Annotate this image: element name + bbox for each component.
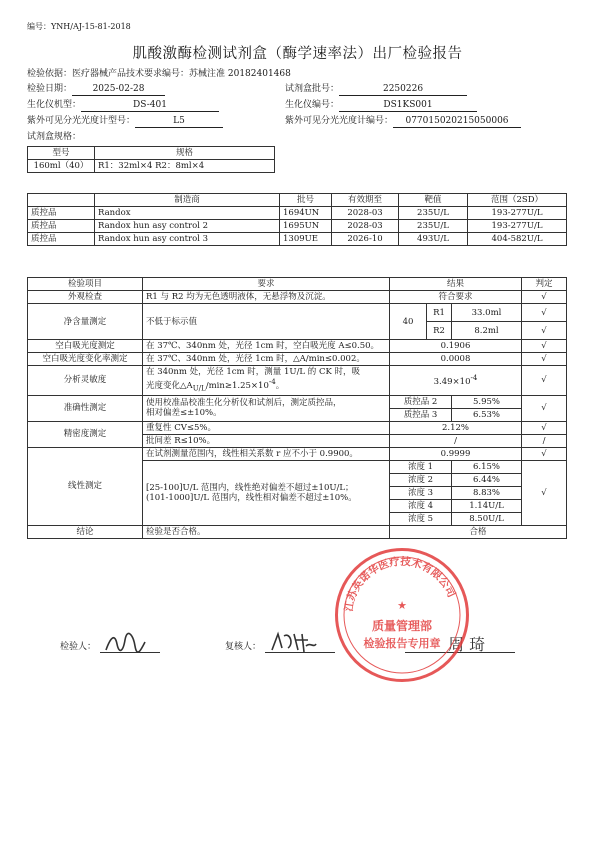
req-sensitivity-line1: 在 340nm 处，光径 1cm 时，测量 1U/L 的 CK 时，吸 (146, 367, 361, 377)
spec-model: 160ml（40） (28, 160, 95, 173)
judge-precision-batch: / (522, 434, 567, 447)
judge-sensitivity: √ (522, 366, 567, 396)
qc-cell: 质控品 (28, 207, 95, 220)
req-linearity-dev (143, 460, 390, 525)
volume-count: 40 (390, 304, 427, 340)
linearity-level-label: 浓度 3 (390, 486, 452, 499)
qc-cell: 2028-03 (332, 207, 399, 220)
req-precision-batch: 批间差 R≤10%。 (143, 434, 390, 447)
qc-cell: Randox hun asy control 2 (95, 220, 280, 233)
item-volume: 净含量测定 (28, 304, 143, 340)
req-linearity-r: 在试剂测量范围内，线性相关系数 r 应不小于 0.9900。 (143, 447, 390, 460)
accuracy-q1-value: 5.95% (452, 395, 522, 408)
req-sensitivity-tail: /min≥1.25×10 (205, 380, 269, 391)
volume-r1-label: R1 (427, 304, 452, 322)
inspection-table (27, 277, 567, 539)
spec-label: 试剂盒规格： (27, 132, 82, 142)
req-precision-repeat: 重复性 CV≤5%。 (143, 421, 390, 434)
req-sensitivity-sub: U/L (192, 383, 206, 393)
req-sensitivity-end: 。 (275, 380, 285, 391)
result-blank-abs: 0.1906 (390, 340, 522, 353)
qc-cell: 1694UN (280, 207, 332, 220)
basis-label: 检验依据： (27, 69, 73, 79)
qc-cell: 235U/L (399, 207, 468, 220)
uv-no-label: 紫外可见分光光度计编号： (285, 116, 394, 126)
inspector-signature (103, 630, 147, 661)
judge-blank-abs: √ (522, 340, 567, 353)
reviewer-label: 复核人： (225, 642, 262, 652)
item-conclusion: 结论 (28, 525, 143, 538)
req-blank-rate: 在 37℃、340nm 处，光径 1cm 时，△A/min≤0.002。 (143, 353, 390, 366)
analyzer-number-row (285, 100, 477, 112)
item-linearity: 线性测定 (28, 447, 143, 525)
linearity-level-value: 8.83% (452, 486, 522, 499)
header-judgement: 判定 (522, 278, 567, 291)
item-precision: 精密度测定 (28, 421, 143, 447)
table-row (28, 220, 567, 233)
linearity-level-value: 1.14U/L (452, 499, 522, 512)
volume-r2-value: 8.2ml (452, 322, 522, 340)
item-blank-abs: 空白吸光度测定 (28, 340, 143, 353)
stamp-ring (338, 551, 466, 679)
inspection-basis (27, 69, 291, 80)
result-linearity-r: 0.9999 (390, 447, 522, 460)
qc-cell: 193-277U/L (468, 220, 567, 233)
result-sensitivity-base: 3.49×10 (433, 377, 471, 388)
qc-cell: 1309UE (280, 233, 332, 246)
table-row (28, 340, 567, 353)
req-appearance: R1 与 R2 均为无色透明液体，无悬浮物及沉淀。 (143, 291, 390, 304)
linearity-level-label: 浓度 4 (390, 499, 452, 512)
analyzer-no-label: 生化仪编号： (285, 100, 340, 110)
lot-number: 2250226 (339, 84, 467, 96)
accuracy-q2-label: 质控品 3 (390, 408, 452, 421)
req-linearity-line1: [25-100]U/L 范围内，线性绝对偏差不超过±10U/L； (146, 482, 354, 493)
quality-dept-stamp (335, 548, 469, 682)
uv-number: 077015020215050006 (393, 116, 521, 128)
table-row (28, 366, 567, 396)
table-row (28, 421, 567, 434)
qc-cell: 404-582U/L (468, 233, 567, 246)
stamp-ring-text: 江苏英诺华医疗技术有限公司 (342, 555, 458, 613)
qc-cell: Randox (95, 207, 280, 220)
judge-blank-rate: √ (522, 353, 567, 366)
item-appearance: 外观检查 (28, 291, 143, 304)
spec-value: R1：32ml×4 R2：8ml×4 (95, 160, 275, 173)
linearity-level-label: 浓度 1 (390, 460, 452, 473)
table-row (28, 207, 567, 220)
stamp-line1: 质量管理部 (371, 619, 432, 633)
qc-table (27, 193, 567, 246)
item-sensitivity: 分析灵敏度 (28, 366, 143, 396)
header-result: 结果 (390, 278, 522, 291)
result-blank-rate: 0.0008 (390, 353, 522, 366)
qc-header-lot: 批号 (280, 194, 332, 207)
req-sensitivity-sup: -4 (268, 377, 276, 386)
spec-header-spec: 规格 (95, 147, 275, 160)
table-row (28, 353, 567, 366)
judge-accuracy: √ (522, 395, 567, 421)
qc-cell: 2026-10 (332, 233, 399, 246)
table-row (28, 291, 567, 304)
judge-appearance: √ (522, 291, 567, 304)
linearity-level-value: 6.15% (452, 460, 522, 473)
linearity-level-label: 浓度 2 (390, 473, 452, 486)
result-sensitivity (390, 366, 522, 396)
page-title: 肌酸激酶检测试剂盒（酶学速率法）出厂检验报告 (132, 46, 463, 62)
qc-cell: 1695UN (280, 220, 332, 233)
date-label: 检验日期： (27, 84, 73, 94)
table-row (28, 304, 567, 322)
qc-cell: 2028-03 (332, 220, 399, 233)
result-precision-repeat: 2.12% (390, 421, 522, 434)
qc-cell: 质控品 (28, 233, 95, 246)
qc-cell: 质控品 (28, 220, 95, 233)
item-accuracy: 准确性测定 (28, 395, 143, 421)
table-row (28, 525, 567, 538)
req-volume: 不低于标示值 (143, 304, 390, 340)
reviewer-signature (268, 628, 318, 661)
table-row (28, 447, 567, 460)
lot-row (285, 84, 467, 96)
spec-table (27, 146, 275, 173)
stamp-line2: 检验报告专用章 (363, 637, 441, 650)
judge-precision-repeat: √ (522, 421, 567, 434)
result-precision-batch: / (390, 434, 522, 447)
inspection-date-row (27, 84, 165, 96)
qc-header-target: 靶值 (399, 194, 468, 207)
uv-model: L5 (135, 116, 223, 128)
judge-linearity-r: √ (522, 447, 567, 460)
accuracy-q1-label: 质控品 2 (390, 395, 452, 408)
qc-header-0 (28, 194, 95, 207)
spec-header-model: 型号 (28, 147, 95, 160)
linearity-level-value: 6.44% (452, 473, 522, 486)
qc-header-expiry: 有效期至 (332, 194, 399, 207)
req-linearity-line2: (101-1000]U/L 范围内，线性相对偏差不超过±10%。 (146, 492, 357, 503)
table-row (28, 395, 567, 408)
req-sensitivity (143, 366, 390, 396)
basis-value: 医疗器械产品技术要求编号：苏械注准 20182401468 (72, 69, 291, 79)
req-accuracy-line2: 相对偏差≤±10%。 (146, 408, 222, 419)
header-requirement: 要求 (143, 278, 390, 291)
approver-signature: 周 琦 (448, 635, 486, 654)
qc-header-manufacturer: 制造商 (95, 194, 280, 207)
accuracy-q2-value: 6.53% (452, 408, 522, 421)
lot-label: 试剂盒批号： (285, 84, 340, 94)
judge-linearity-dev: √ (522, 460, 567, 525)
table-row (28, 233, 567, 246)
uv-model-label: 紫外可见分光光度计型号： (27, 116, 136, 126)
document-number: 编号：YNH/AJ-15-81-2018 (27, 22, 131, 31)
qc-cell: 493U/L (399, 233, 468, 246)
req-accuracy-line1: 使用校准品校准生化分析仪和试剂后，测定质控品， (146, 398, 342, 409)
analyzer-number: DS1KS001 (339, 100, 477, 112)
volume-r1-value: 33.0ml (452, 304, 522, 322)
inspection-date: 2025-02-28 (72, 84, 165, 96)
inspector-label: 检验人： (60, 642, 97, 652)
linearity-level-label: 浓度 5 (390, 512, 452, 525)
qc-header-range: 范围（2SD） (468, 194, 567, 207)
judge-volume-r1: √ (522, 304, 567, 322)
analyzer-model-row (27, 100, 219, 112)
req-sensitivity-line2: 光度变化△A (146, 380, 193, 391)
analyzer-model: DS-401 (81, 100, 219, 112)
qc-cell: 235U/L (399, 220, 468, 233)
judge-volume-r2: √ (522, 322, 567, 340)
conclusion-text: 检验是否合格。 (143, 525, 390, 538)
uv-model-row (27, 116, 223, 128)
uv-number-row (285, 116, 521, 128)
req-accuracy (143, 395, 390, 421)
result-appearance: 符合要求 (390, 291, 522, 304)
req-blank-abs: 在 37℃、340nm 处，光径 1cm 时，空白吸光度 A≤0.50。 (143, 340, 390, 353)
svg-text:★: ★ (397, 599, 407, 612)
linearity-level-value: 8.50U/L (452, 512, 522, 525)
conclusion-result: 合格 (390, 525, 567, 538)
analyzer-label: 生化仪机型： (27, 100, 82, 110)
qc-cell: Randox hun asy control 3 (95, 233, 280, 246)
volume-r2-label: R2 (427, 322, 452, 340)
header-item: 检验项目 (28, 278, 143, 291)
result-sensitivity-exp: -4 (470, 373, 478, 383)
qc-cell: 193-277U/L (468, 207, 567, 220)
item-blank-rate: 空白吸光度变化率测定 (28, 353, 143, 366)
